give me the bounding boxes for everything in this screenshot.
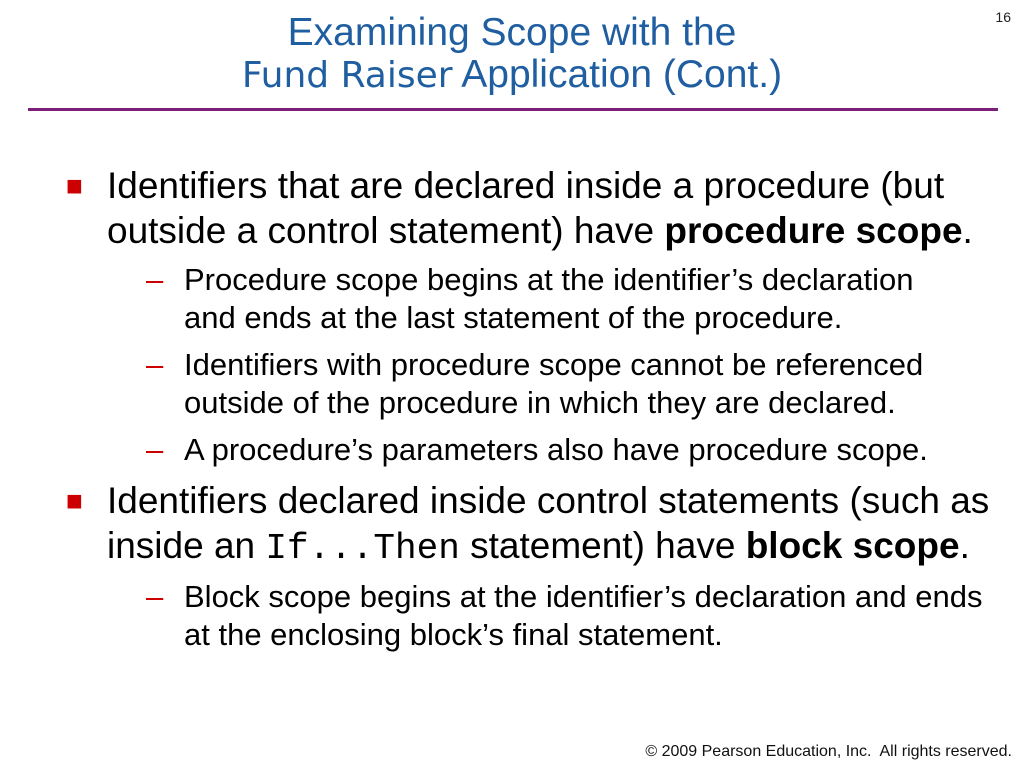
sub-bullet <box>146 261 914 337</box>
bullet-line: Identifiers that are declared inside a procedure (but <box>107 165 945 206</box>
bullet-text: . <box>959 525 970 566</box>
sub-bullet <box>146 346 924 422</box>
slide-title <box>0 12 1024 97</box>
title-line-1: Examining Scope with the <box>287 11 737 54</box>
sub-bullet <box>146 578 983 654</box>
title-line-2-rest: Application (Cont.) <box>452 53 783 96</box>
title-line-2 <box>0 54 1024 97</box>
bullet-text: statement) have <box>459 525 746 566</box>
code-keyword: If...Then <box>265 528 460 569</box>
bullet-bold-term: block scope <box>745 525 960 566</box>
sub-bullet-line: Procedure scope begins at the identifier’s declaration <box>184 262 914 297</box>
bullet-marker: ■ <box>66 485 83 516</box>
bullet-text: . <box>962 210 973 251</box>
sub-bullet-line: and ends at the last statement of the procedure. <box>184 300 843 335</box>
bullet-text: inside an <box>107 525 266 566</box>
bullet-block-scope <box>66 478 990 569</box>
copyright-footer: © 2009 Pearson Education, Inc. All rights reserved. <box>645 743 1012 760</box>
bullet-marker: ■ <box>66 170 83 201</box>
sub-bullet-line: Identifiers with procedure scope cannot be referenced <box>184 347 924 382</box>
bullet-procedure-scope <box>66 163 973 253</box>
title-divider <box>28 108 998 111</box>
sub-bullet-marker: – <box>146 262 164 297</box>
title-app-name: Fund Raiser <box>241 55 453 96</box>
sub-bullet <box>146 431 928 469</box>
bullet-line <box>107 523 989 568</box>
sub-bullet-line: outside of the procedure in which they are declared. <box>184 385 896 420</box>
sub-bullet-marker: – <box>146 347 164 382</box>
sub-bullet-marker: – <box>146 432 164 467</box>
sub-bullet-line: Block scope begins at the identifier’s declaration and ends <box>184 579 983 614</box>
sub-bullet-line: at the enclosing block’s final statement. <box>184 617 723 652</box>
bullet-text: outside a control statement) have <box>107 210 665 251</box>
bullet-line <box>107 208 973 253</box>
sub-bullet-marker: – <box>146 579 164 614</box>
sub-bullet-line: A procedure’s parameters also have procedure scope. <box>184 432 928 467</box>
slide-number: 16 <box>995 9 1011 25</box>
bullet-bold-term: procedure scope <box>664 210 963 251</box>
bullet-line: Identifiers declared inside control statements (such as <box>107 480 990 521</box>
